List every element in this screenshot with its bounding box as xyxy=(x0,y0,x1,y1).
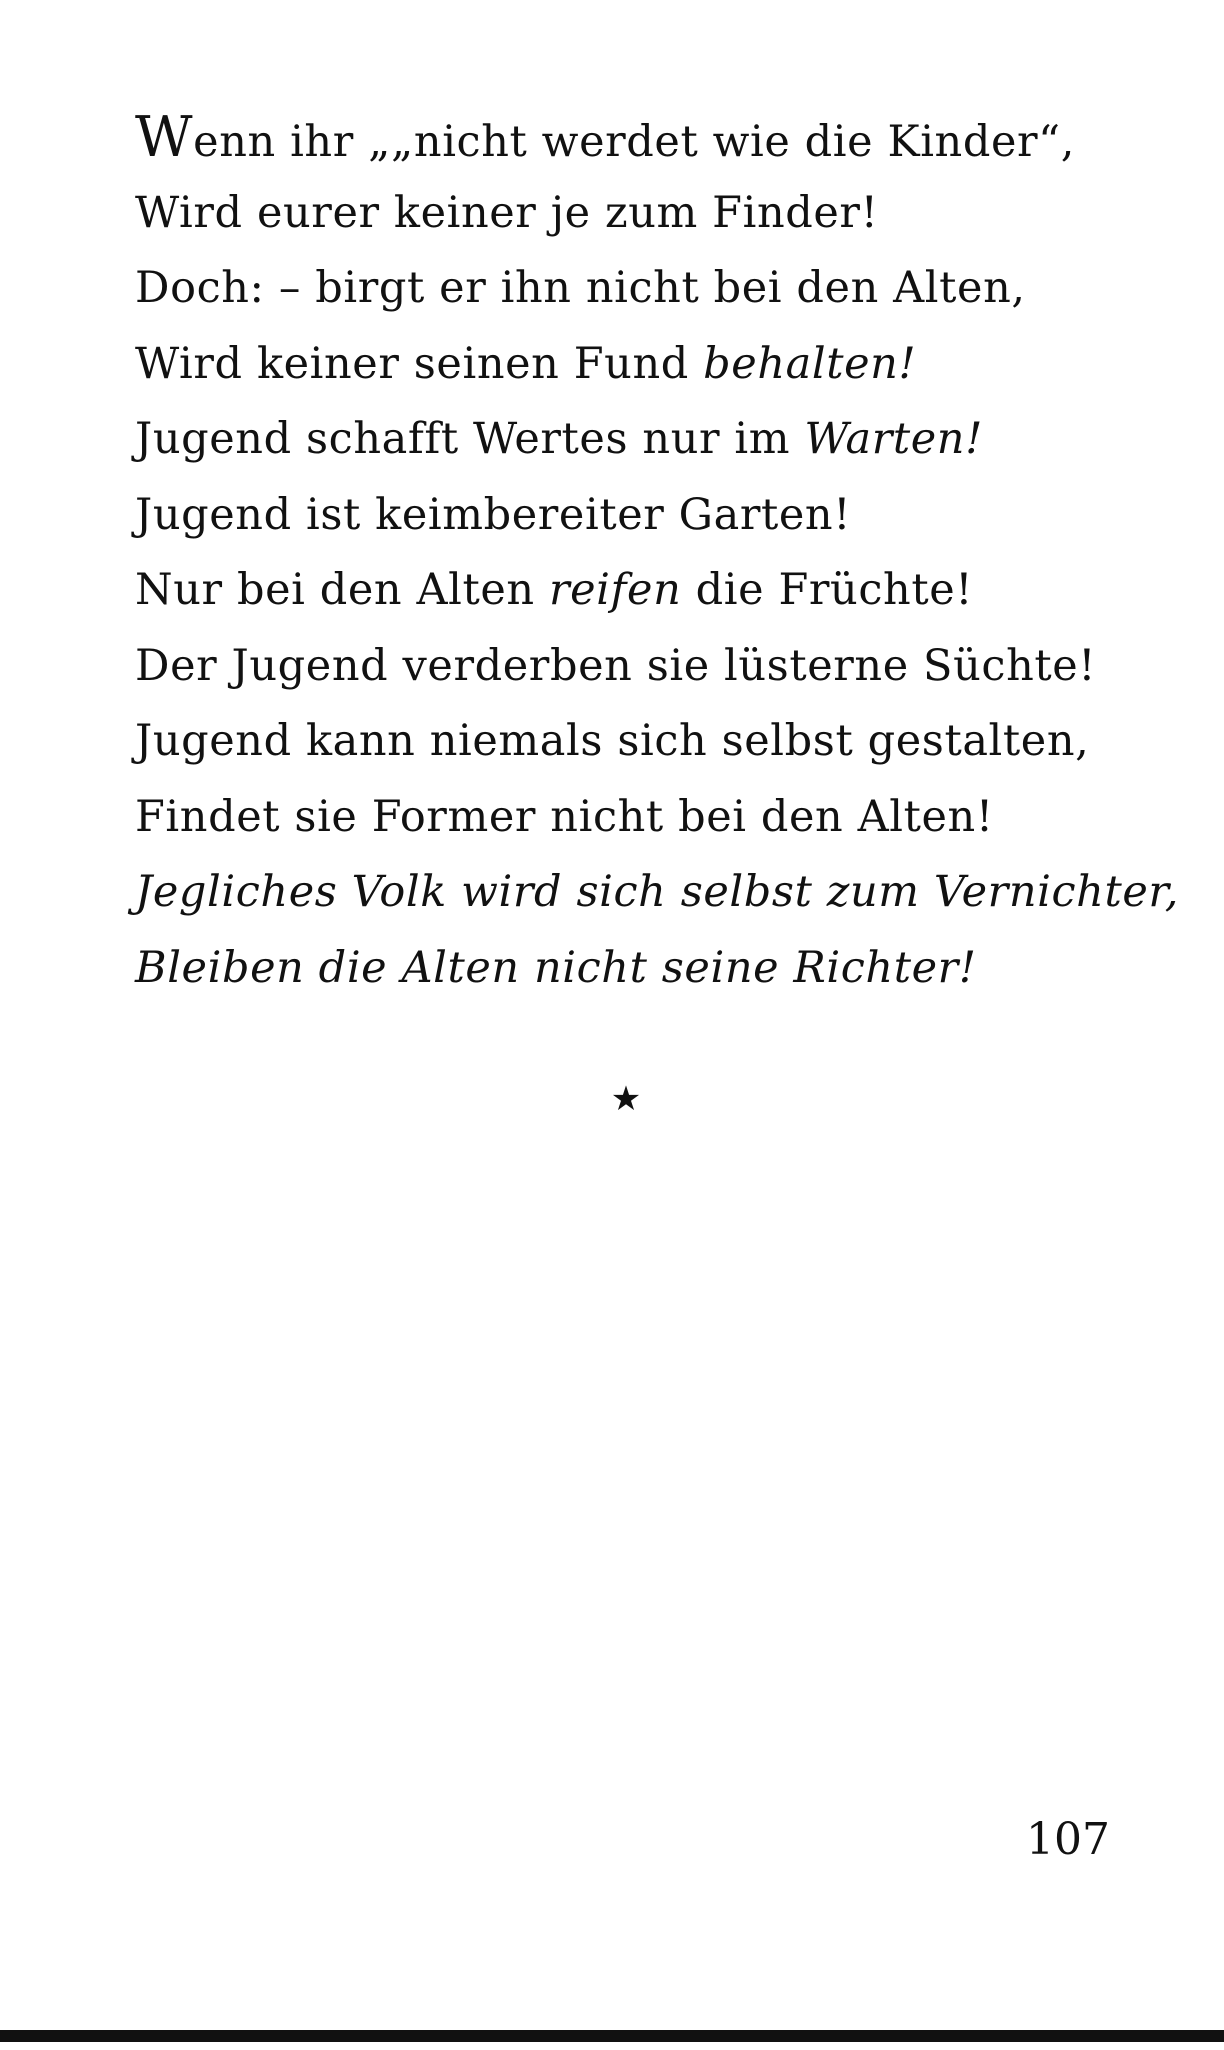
poem-line xyxy=(135,402,1135,478)
poem-text xyxy=(135,100,1180,1006)
star-separator-icon: ★ xyxy=(610,1079,642,1119)
poem-line xyxy=(135,176,1135,252)
poem-line xyxy=(135,629,1135,705)
emphasized-text: reifen xyxy=(548,565,682,615)
line-text: enn ihr „„nicht werdet wie die Kinder“, xyxy=(193,117,1076,167)
line-text: die Früchte! xyxy=(681,565,974,615)
poem-line xyxy=(135,931,1135,1007)
line-text: W xyxy=(135,105,194,170)
line-text: Nur bei den Alten xyxy=(135,565,549,615)
emphasized-text: behalten! xyxy=(703,338,917,389)
poem-line xyxy=(135,780,1135,856)
poem-line xyxy=(135,100,1135,176)
emphasized-text: Warten! xyxy=(804,414,983,464)
line-text: Findet sie Former nicht bei den Alten! xyxy=(135,791,994,842)
line-text: Jugend kann niemals sich selbst gestalten, xyxy=(135,716,1090,766)
line-text: Wird keiner seinen Fund xyxy=(135,338,704,389)
line-text: Doch: – birgt er ihn nicht bei den Alten, xyxy=(135,263,1026,313)
poem-line xyxy=(135,704,1135,780)
page-edge-rule xyxy=(0,2030,1224,2042)
poem-line xyxy=(135,251,1135,327)
line-text: Jugend schafft Wertes nur im xyxy=(135,414,805,464)
poem-line xyxy=(135,855,1180,931)
line-text: Wird eurer keiner je zum Finder! xyxy=(135,187,879,238)
emphasized-text: Bleiben die Alten nicht seine Richter! xyxy=(135,942,977,993)
line-text: Jugend ist keimbereiter Garten! xyxy=(135,489,852,540)
poem-line xyxy=(135,553,1135,629)
poem-line xyxy=(135,327,1135,403)
line-text: Der Jugend verderben sie lüsterne Süchte! xyxy=(135,640,1097,691)
page-number: 107 xyxy=(1026,1814,1110,1865)
poem-line xyxy=(135,478,1135,554)
emphasized-text: Jegliches Volk wird sich selbst zum Vernichter, xyxy=(135,867,1180,917)
